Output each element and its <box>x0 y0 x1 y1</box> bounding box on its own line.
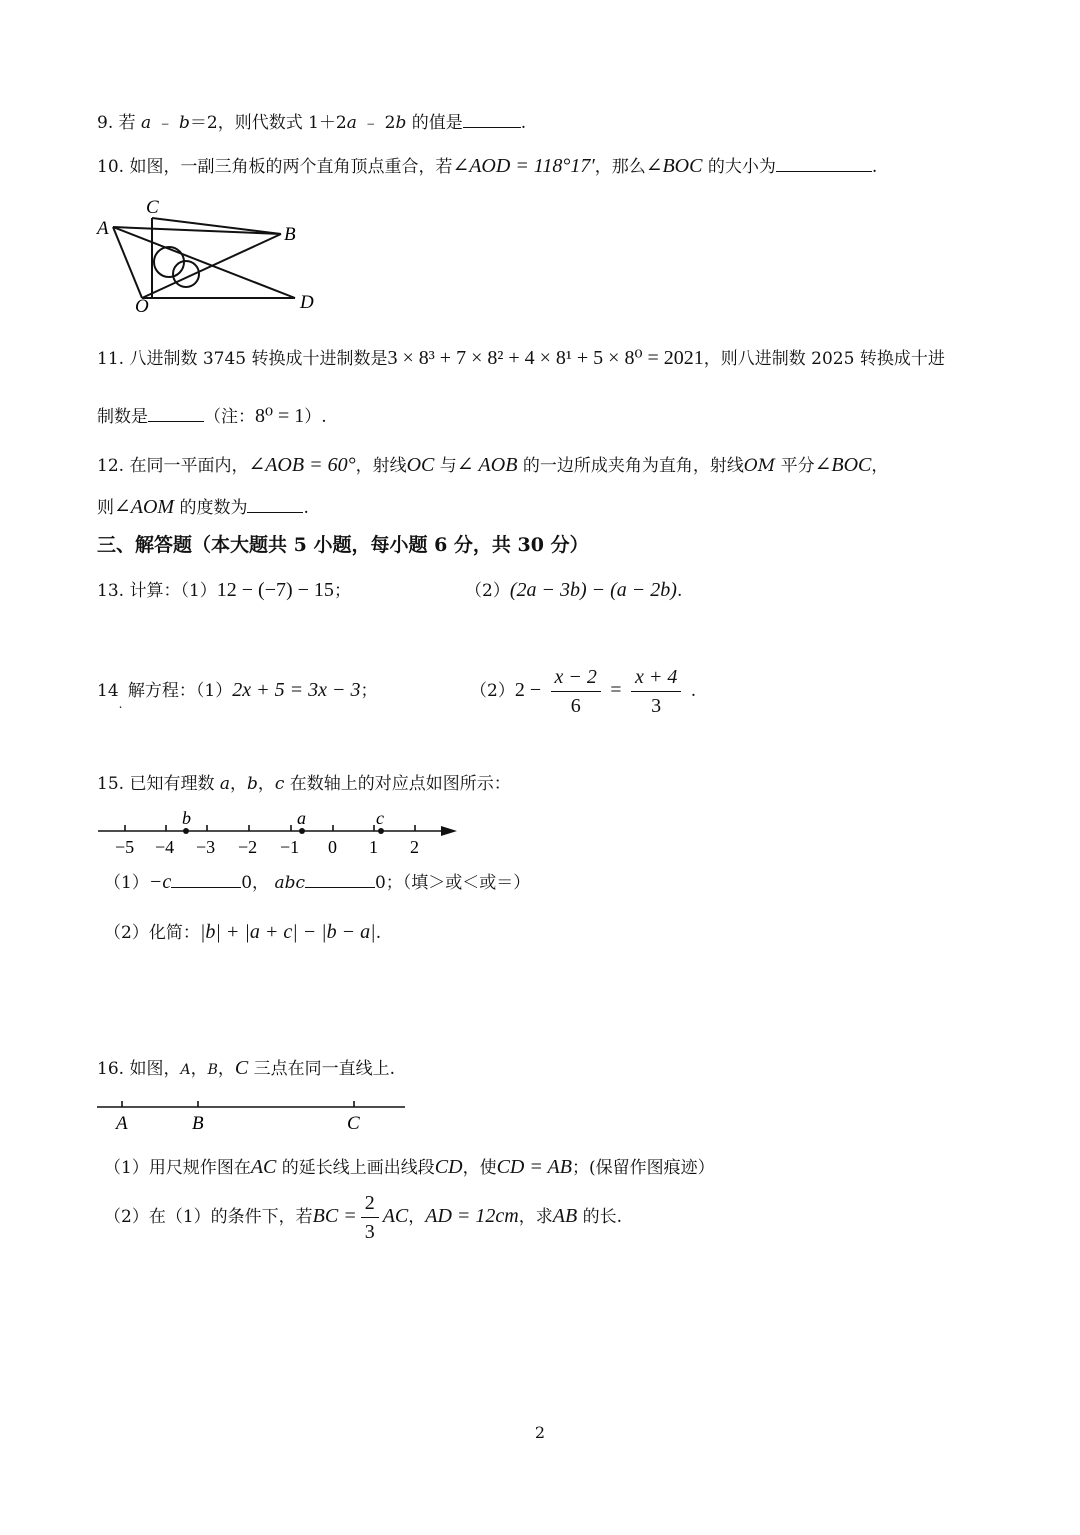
question-13: 13. 计算：（1）12 − (−7) − 15； <box>97 579 351 601</box>
label-d: D <box>300 292 314 313</box>
label-b: B <box>192 1113 204 1134</box>
tick-label: −3 <box>196 837 216 857</box>
page-number: 2 <box>534 1423 546 1442</box>
point-a <box>299 828 305 834</box>
question-15-part2: （2）化简：|b| + |a + c| − |b − a|. <box>104 921 382 943</box>
question-13-part2: （2）(2a − 3b) − (a − 2b). <box>465 579 683 601</box>
fraction-2: $\frac{x + 4}{3}$ <box>631 663 681 720</box>
tick-label: −4 <box>155 837 175 857</box>
question-15: 15. 已知有理数 a，b，c 在数轴上的对应点如图所示： <box>97 774 511 794</box>
question-16: 16. 如图，A，B，C 三点在同一直线上. <box>97 1057 396 1079</box>
question-10: 10. 如图，一副三角板的两个直角顶点重合，若∠AOD = 118°17′，那么∠BOC 的大小为 . <box>97 155 878 177</box>
label-a: A <box>116 1113 128 1134</box>
label-b: B <box>284 224 296 245</box>
tick-label: −5 <box>115 837 135 857</box>
question-14: $14_.$ 解方程：（1）2x + 5 = 3x − 3； <box>97 679 378 711</box>
triangle-figure <box>95 195 325 320</box>
section-heading: 三、解答题（本大题共 5 小题，每小题 6 分，共 30 分） <box>97 534 589 556</box>
tick-label: −1 <box>280 837 300 857</box>
label-o: O <box>135 296 149 317</box>
answer-blank <box>171 871 241 888</box>
answer-blank <box>148 405 204 422</box>
tick-label: 1 <box>369 837 378 857</box>
question-12-line1: 12. 在同一平面内，∠AOB = 60°，射线OC 与∠ AOB 的一边所成夹角为直角，射线OM 平分∠BOC， <box>97 454 889 476</box>
question-14-part2: （2）2 − $\frac{x - 2}{6}$ = $\frac{x + 4}{3}$ . <box>470 661 696 720</box>
label-c: C <box>146 197 159 218</box>
label-a: A <box>97 218 109 239</box>
point-label-a: a <box>297 808 306 828</box>
question-16-part2: （2）在（1）的条件下，若BC = $\frac{2}{3}$ AC，AD = 12cm，求AB 的长. <box>104 1186 622 1247</box>
question-16-part1: （1）用尺规作图在AC 的延长线上画出线段CD，使CD = AB；(保留作图痕迹） <box>104 1156 715 1178</box>
answer-blank <box>305 871 375 888</box>
answer-blank <box>776 155 872 172</box>
answer-blank <box>463 111 521 128</box>
question-11-line2: 制数是 （注：8⁰ = 1）. <box>97 405 327 427</box>
answer-blank <box>247 496 303 513</box>
question-9: 9. 若 a ﹣ b＝2，则代数式 1＋2a ﹣ 2b 的值是 . <box>97 113 527 133</box>
segment-ad <box>113 227 295 298</box>
arrow-icon <box>441 826 457 836</box>
point-label-c: c <box>376 808 384 828</box>
point-c <box>378 828 384 834</box>
question-15-part1: （1）−c 0， abc 0；（填＞或＜或＝） <box>104 871 531 893</box>
segment-ob <box>142 234 281 298</box>
fraction-1: $\frac{x - 2}{6}$ <box>551 663 601 720</box>
tick-label: 2 <box>410 837 419 857</box>
fraction-two-thirds: $\frac{2}{3}$ <box>361 1189 379 1246</box>
question-11-line1: 11. 八进制数 3745 转换成十进制数是3 × 8³ + 7 × 8² + 4 × 8¹ + 5 × 8⁰ = 2021，则八进制数 2025 转换成十进 <box>97 347 945 369</box>
point-b <box>183 828 189 834</box>
number-line <box>95 805 465 865</box>
tick-label: 0 <box>328 837 337 857</box>
segment-line-figure <box>95 1095 415 1140</box>
tick-label: −2 <box>238 837 258 857</box>
point-label-b: b <box>182 808 191 828</box>
label-c: C <box>347 1113 360 1134</box>
question-12-line2: 则∠AOM 的度数为 . <box>97 496 309 518</box>
